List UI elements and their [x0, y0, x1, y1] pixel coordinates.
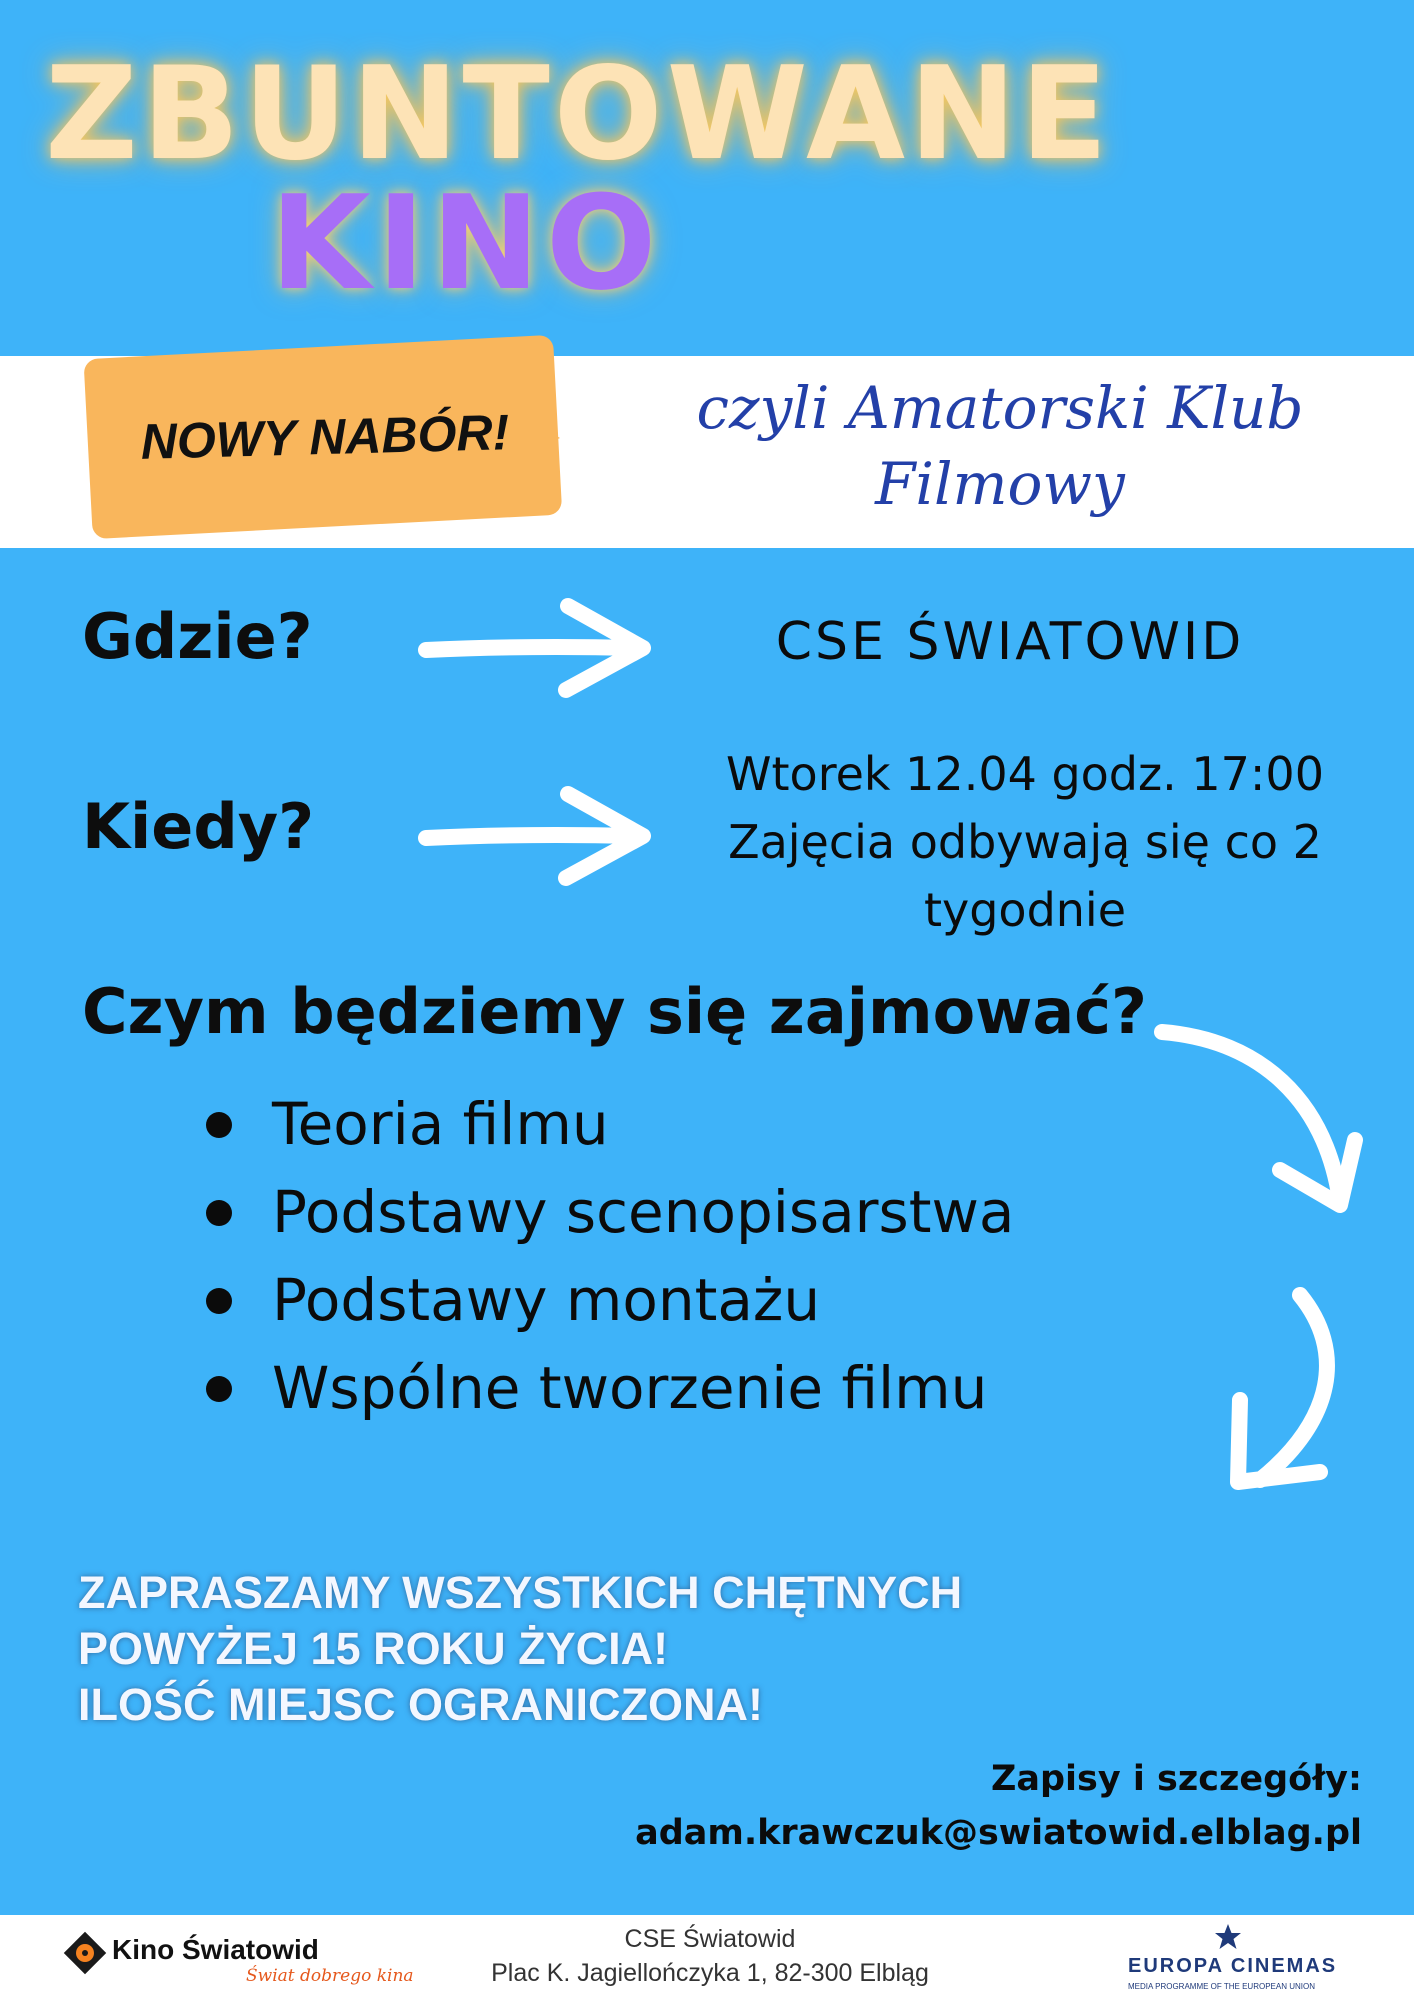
bullet-dot-icon	[206, 1112, 232, 1138]
arrow-right-icon	[418, 592, 658, 702]
bullet-dot-icon	[206, 1376, 232, 1402]
invitation-line-3: ILOŚĆ MIEJSC OGRANICZONA!	[78, 1679, 764, 1730]
when-question: Kiedy?	[82, 790, 315, 863]
venue-street: Plac K. Jagiellończyka 1, 82-300 Elbląg	[491, 1959, 929, 1987]
list-item	[200, 1168, 1100, 1256]
new-recruitment-label: NOWY NABÓR!	[140, 404, 510, 470]
curved-arrow-down-icon	[1150, 1010, 1370, 1510]
list-item-label: Podstawy montażu	[272, 1266, 821, 1334]
invitation-text	[78, 1565, 1178, 1733]
europa-cinemas-subtitle: MEDIA PROGRAMME OF THE EUROPEAN UNION	[1128, 1982, 1315, 1991]
activities-heading: Czym będziemy się zajmować?	[82, 975, 1147, 1048]
when-answer	[680, 740, 1370, 944]
film-reel-icon	[62, 1930, 108, 1976]
signup-info	[500, 1752, 1362, 1860]
title-line-2: KINO	[270, 167, 663, 319]
title-line-1: ZBUNTOWANE	[45, 40, 1112, 189]
kino-tagline: Świat dobrego kina	[246, 1966, 414, 1986]
europa-cinemas-logo-text: EUROPA CINEMAS	[1128, 1955, 1338, 1977]
when-frequency: Zajęcia odbywają się co 2 tygodnie	[728, 815, 1322, 937]
subtitle: czyli Amatorski Klub Filmowy	[696, 374, 1304, 518]
list-item-label: Podstawy scenopisarstwa	[272, 1178, 1015, 1246]
when-date-time: Wtorek 12.04 godz. 17:00	[726, 747, 1324, 801]
signup-label: Zapisy i szczegóły:	[990, 1759, 1362, 1799]
list-item	[200, 1080, 1100, 1168]
bullet-dot-icon	[206, 1288, 232, 1314]
invitation-line-2: POWYŻEJ 15 ROKU ŻYCIA!	[78, 1623, 669, 1674]
kino-swiatowid-logo-text: Kino Światowid	[112, 1934, 319, 1965]
where-question: Gdzie?	[82, 600, 313, 673]
invitation-line-1: ZAPRASZAMY WSZYSTKICH CHĘTNYCH	[78, 1567, 963, 1618]
star-icon	[1213, 1922, 1243, 1952]
bullet-dot-icon	[206, 1200, 232, 1226]
list-item	[200, 1256, 1100, 1344]
list-item-label: Wspólne tworzenie filmu	[272, 1354, 988, 1422]
venue-address	[480, 1922, 940, 1990]
list-item-label: Teoria filmu	[272, 1090, 609, 1158]
activities-list	[200, 1080, 1100, 1432]
arrow-right-icon	[418, 780, 658, 890]
venue-name: CSE Światowid	[624, 1925, 796, 1953]
where-answer: CSE ŚWIATOWID	[775, 612, 1245, 672]
list-item	[200, 1344, 1100, 1432]
signup-email-link[interactable]: adam.krawczuk@swiatowid.elblag.pl	[635, 1813, 1362, 1853]
